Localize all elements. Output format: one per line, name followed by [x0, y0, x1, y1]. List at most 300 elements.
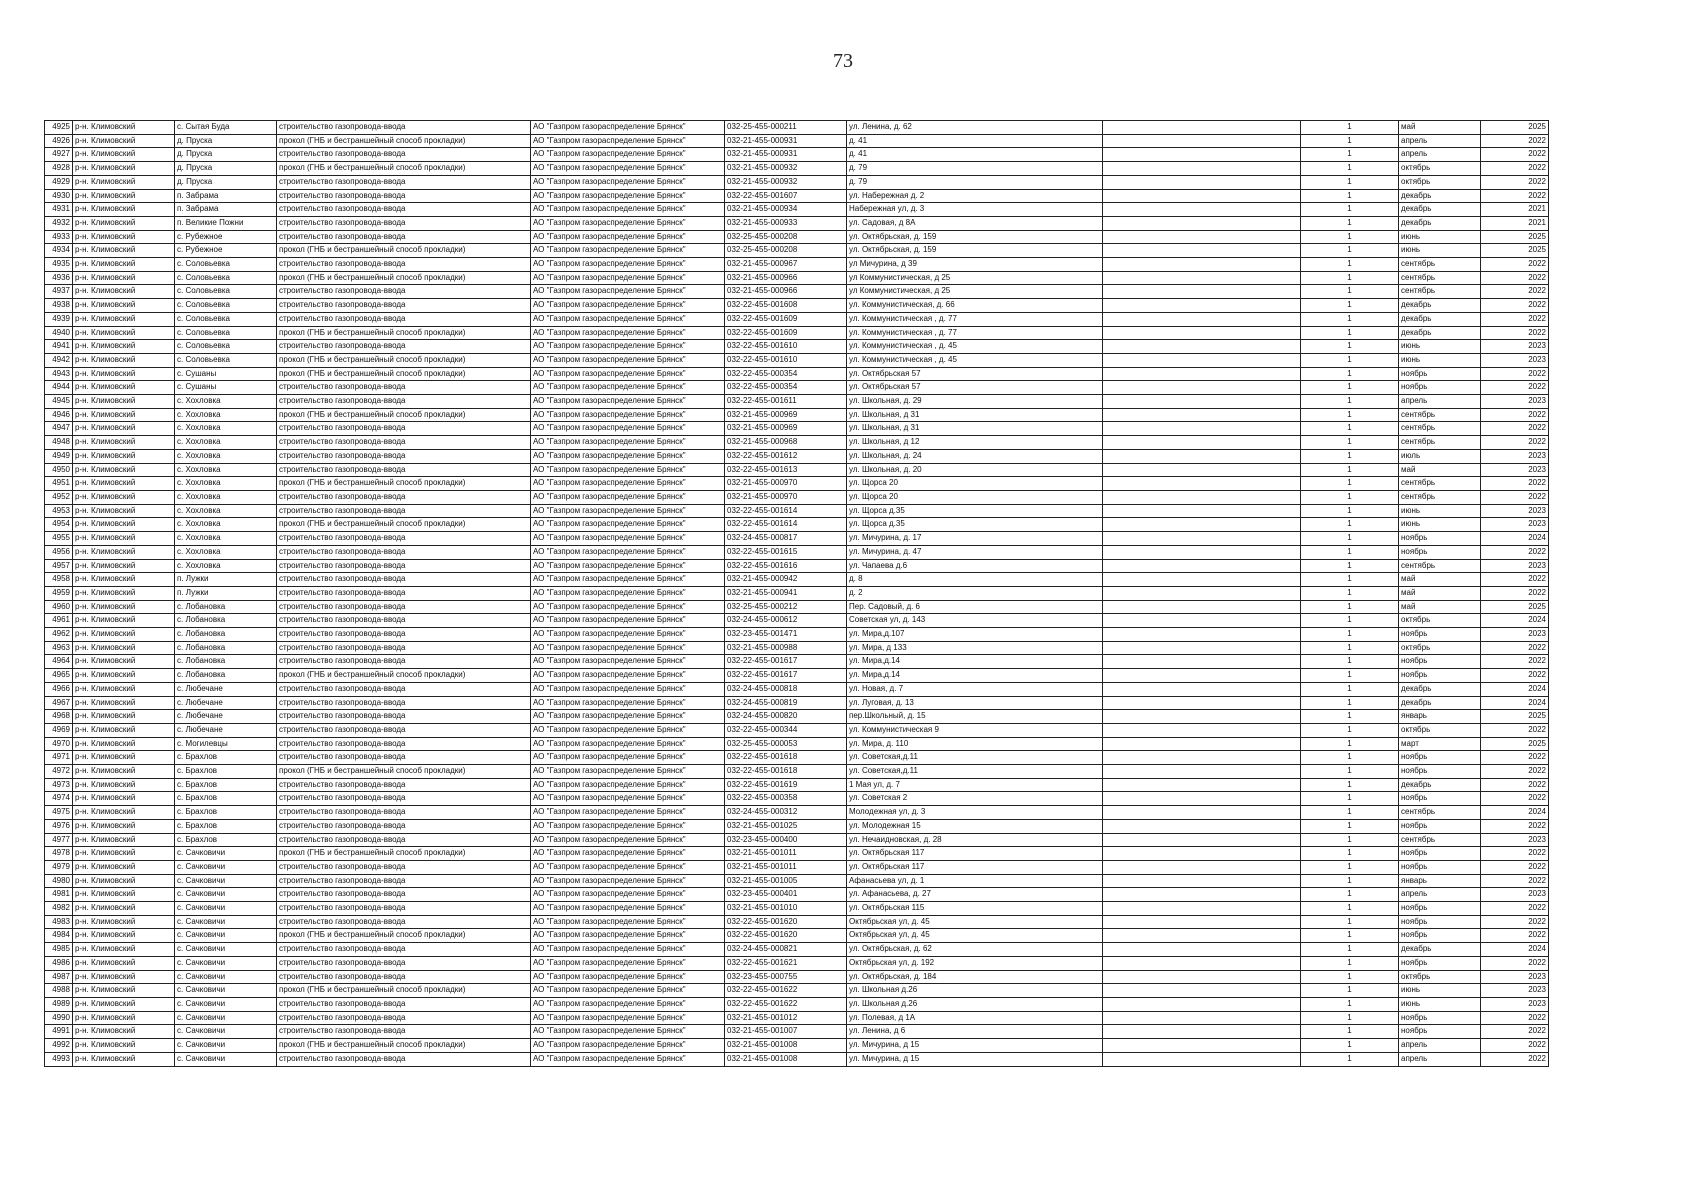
code-cell: 032-21-455-000933: [725, 216, 847, 230]
code-cell: 032-21-455-001005: [725, 874, 847, 888]
work-type-cell: строительство газопровода-ввода: [277, 860, 531, 874]
empty-cell: [1103, 121, 1301, 135]
month-cell: июнь: [1399, 984, 1481, 998]
district-cell: р-н. Климовский: [73, 833, 175, 847]
year-cell: 2023: [1481, 559, 1549, 573]
address-cell: ул Коммунистическая, д 25: [847, 271, 1103, 285]
code-cell: 032-21-455-000932: [725, 162, 847, 176]
work-type-cell: строительство газопровода-ввода: [277, 655, 531, 669]
address-cell: ул. Афанасьева, д. 27: [847, 888, 1103, 902]
month-cell: сентябрь: [1399, 436, 1481, 450]
empty-cell: [1103, 833, 1301, 847]
code-cell: 032-24-455-000612: [725, 614, 847, 628]
work-type-cell: строительство газопровода-ввода: [277, 696, 531, 710]
organization-cell: АО "Газпром газораспределение Брянск": [531, 230, 725, 244]
settlement-cell: с. Соловьевка: [175, 353, 277, 367]
code-cell: 032-23-455-000401: [725, 888, 847, 902]
code-cell: 032-22-455-001608: [725, 299, 847, 313]
row-number: 4929: [45, 175, 73, 189]
quantity-cell: 1: [1301, 819, 1399, 833]
organization-cell: АО "Газпром газораспределение Брянск": [531, 984, 725, 998]
settlement-cell: с. Сачковичи: [175, 902, 277, 916]
district-cell: р-н. Климовский: [73, 436, 175, 450]
table-row: [45, 806, 1549, 820]
code-cell: 032-24-455-000820: [725, 710, 847, 724]
month-cell: апрель: [1399, 1052, 1481, 1066]
quantity-cell: 1: [1301, 244, 1399, 258]
address-cell: ул. Октябрьская, д. 184: [847, 970, 1103, 984]
row-number: 4970: [45, 737, 73, 751]
organization-cell: АО "Газпром газораспределение Брянск": [531, 765, 725, 779]
empty-cell: [1103, 326, 1301, 340]
table-row: [45, 1052, 1549, 1066]
row-number: 4966: [45, 682, 73, 696]
table-row: [45, 258, 1549, 272]
organization-cell: АО "Газпром газораспределение Брянск": [531, 929, 725, 943]
month-cell: апрель: [1399, 395, 1481, 409]
registry-table: [44, 120, 1549, 1067]
quantity-cell: 1: [1301, 436, 1399, 450]
empty-cell: [1103, 244, 1301, 258]
settlement-cell: с. Рубежное: [175, 230, 277, 244]
table-row: [45, 902, 1549, 916]
year-cell: 2022: [1481, 641, 1549, 655]
empty-cell: [1103, 367, 1301, 381]
table-row: [45, 203, 1549, 217]
code-cell: 032-24-455-000821: [725, 943, 847, 957]
district-cell: р-н. Климовский: [73, 367, 175, 381]
row-number: 4969: [45, 723, 73, 737]
month-cell: апрель: [1399, 888, 1481, 902]
district-cell: р-н. Климовский: [73, 669, 175, 683]
settlement-cell: с. Хохловка: [175, 449, 277, 463]
district-cell: р-н. Климовский: [73, 449, 175, 463]
address-cell: ул. Мичурина, д. 17: [847, 532, 1103, 546]
month-cell: октябрь: [1399, 175, 1481, 189]
row-number: 4944: [45, 381, 73, 395]
organization-cell: АО "Газпром газораспределение Брянск": [531, 628, 725, 642]
address-cell: Молодежная ул, д. 3: [847, 806, 1103, 820]
quantity-cell: 1: [1301, 998, 1399, 1012]
address-cell: ул. Советская,д.11: [847, 765, 1103, 779]
work-type-cell: строительство газопровода-ввода: [277, 545, 531, 559]
table-row: [45, 874, 1549, 888]
address-cell: ул. Луговая, д. 13: [847, 696, 1103, 710]
row-number: 4972: [45, 765, 73, 779]
year-cell: 2023: [1481, 463, 1549, 477]
work-type-cell: строительство газопровода-ввода: [277, 504, 531, 518]
table-row: [45, 751, 1549, 765]
district-cell: р-н. Климовский: [73, 696, 175, 710]
row-number: 4957: [45, 559, 73, 573]
month-cell: июнь: [1399, 353, 1481, 367]
quantity-cell: 1: [1301, 422, 1399, 436]
code-cell: 032-22-455-001617: [725, 669, 847, 683]
organization-cell: АО "Газпром газораспределение Брянск": [531, 381, 725, 395]
code-cell: 032-24-455-000312: [725, 806, 847, 820]
organization-cell: АО "Газпром газораспределение Брянск": [531, 956, 725, 970]
work-type-cell: строительство газопровода-ввода: [277, 723, 531, 737]
month-cell: март: [1399, 737, 1481, 751]
empty-cell: [1103, 299, 1301, 313]
address-cell: ул. Ленина, д 6: [847, 1025, 1103, 1039]
quantity-cell: 1: [1301, 956, 1399, 970]
empty-cell: [1103, 189, 1301, 203]
year-cell: 2022: [1481, 792, 1549, 806]
code-cell: 032-22-455-001612: [725, 449, 847, 463]
table-row: [45, 847, 1549, 861]
month-cell: ноябрь: [1399, 860, 1481, 874]
address-cell: ул. Школьная, д 31: [847, 422, 1103, 436]
work-type-cell: строительство газопровода-ввода: [277, 888, 531, 902]
district-cell: р-н. Климовский: [73, 628, 175, 642]
address-cell: ул. Школьная, д. 20: [847, 463, 1103, 477]
work-type-cell: строительство газопровода-ввода: [277, 463, 531, 477]
code-cell: 032-21-455-001011: [725, 860, 847, 874]
address-cell: ул. Молодежная 15: [847, 819, 1103, 833]
organization-cell: АО "Газпром газораспределение Брянск": [531, 477, 725, 491]
quantity-cell: 1: [1301, 340, 1399, 354]
row-number: 4965: [45, 669, 73, 683]
organization-cell: АО "Газпром газораспределение Брянск": [531, 1052, 725, 1066]
district-cell: р-н. Климовский: [73, 806, 175, 820]
quantity-cell: 1: [1301, 175, 1399, 189]
organization-cell: АО "Газпром газораспределение Брянск": [531, 545, 725, 559]
table-row: [45, 984, 1549, 998]
month-cell: ноябрь: [1399, 1011, 1481, 1025]
settlement-cell: с. Сачковичи: [175, 860, 277, 874]
work-type-cell: строительство газопровода-ввода: [277, 121, 531, 135]
organization-cell: АО "Газпром газораспределение Брянск": [531, 408, 725, 422]
code-cell: 032-21-455-000931: [725, 148, 847, 162]
settlement-cell: с. Сачковичи: [175, 984, 277, 998]
code-cell: 032-25-455-000212: [725, 600, 847, 614]
code-cell: 032-24-455-000818: [725, 682, 847, 696]
table-row: [45, 696, 1549, 710]
settlement-cell: с. Сачковичи: [175, 1052, 277, 1066]
code-cell: 032-22-455-001621: [725, 956, 847, 970]
work-type-cell: строительство газопровода-ввода: [277, 751, 531, 765]
organization-cell: АО "Газпром газораспределение Брянск": [531, 600, 725, 614]
district-cell: р-н. Климовский: [73, 792, 175, 806]
month-cell: сентябрь: [1399, 833, 1481, 847]
month-cell: декабрь: [1399, 299, 1481, 313]
empty-cell: [1103, 573, 1301, 587]
row-number: 4979: [45, 860, 73, 874]
empty-cell: [1103, 175, 1301, 189]
work-type-cell: прокол (ГНБ и бестраншейный способ прокладки): [277, 326, 531, 340]
year-cell: 2022: [1481, 847, 1549, 861]
row-number: 4983: [45, 915, 73, 929]
organization-cell: АО "Газпром газораспределение Брянск": [531, 532, 725, 546]
district-cell: р-н. Климовский: [73, 518, 175, 532]
row-number: 4951: [45, 477, 73, 491]
month-cell: май: [1399, 463, 1481, 477]
table-row: [45, 778, 1549, 792]
district-cell: р-н. Климовский: [73, 956, 175, 970]
quantity-cell: 1: [1301, 915, 1399, 929]
address-cell: ул. Коммунистическая , д. 77: [847, 326, 1103, 340]
quantity-cell: 1: [1301, 943, 1399, 957]
month-cell: апрель: [1399, 148, 1481, 162]
address-cell: ул. Нечаидновская, д. 28: [847, 833, 1103, 847]
address-cell: д. 41: [847, 134, 1103, 148]
settlement-cell: с. Хохловка: [175, 395, 277, 409]
organization-cell: АО "Газпром газораспределение Брянск": [531, 682, 725, 696]
table-row: [45, 189, 1549, 203]
row-number: 4938: [45, 299, 73, 313]
organization-cell: АО "Газпром газораспределение Брянск": [531, 723, 725, 737]
table-row: [45, 504, 1549, 518]
table-row: [45, 998, 1549, 1012]
empty-cell: [1103, 353, 1301, 367]
page-number: 73: [833, 50, 853, 72]
row-number: 4935: [45, 258, 73, 272]
code-cell: 032-25-455-000208: [725, 230, 847, 244]
settlement-cell: с. Лобановка: [175, 655, 277, 669]
empty-cell: [1103, 943, 1301, 957]
quantity-cell: 1: [1301, 395, 1399, 409]
settlement-cell: с. Лобановка: [175, 628, 277, 642]
settlement-cell: с. Хохловка: [175, 408, 277, 422]
organization-cell: АО "Газпром газораспределение Брянск": [531, 134, 725, 148]
district-cell: р-н. Климовский: [73, 655, 175, 669]
year-cell: 2024: [1481, 943, 1549, 957]
code-cell: 032-22-455-001609: [725, 312, 847, 326]
organization-cell: АО "Газпром газораспределение Брянск": [531, 258, 725, 272]
organization-cell: АО "Газпром газораспределение Брянск": [531, 778, 725, 792]
code-cell: 032-21-455-000969: [725, 408, 847, 422]
work-type-cell: строительство газопровода-ввода: [277, 216, 531, 230]
district-cell: р-н. Климовский: [73, 175, 175, 189]
address-cell: ул. Октябрьская 115: [847, 902, 1103, 916]
table-row: [45, 216, 1549, 230]
district-cell: р-н. Климовский: [73, 1052, 175, 1066]
quantity-cell: 1: [1301, 518, 1399, 532]
row-number: 4984: [45, 929, 73, 943]
settlement-cell: с. Могилевцы: [175, 737, 277, 751]
settlement-cell: с. Брахлов: [175, 751, 277, 765]
year-cell: 2022: [1481, 422, 1549, 436]
table-row: [45, 956, 1549, 970]
organization-cell: АО "Газпром газораспределение Брянск": [531, 874, 725, 888]
row-number: 4952: [45, 490, 73, 504]
work-type-cell: прокол (ГНБ и бестраншейный способ прокладки): [277, 765, 531, 779]
table-row: [45, 367, 1549, 381]
year-cell: 2024: [1481, 614, 1549, 628]
year-cell: 2022: [1481, 408, 1549, 422]
district-cell: р-н. Климовский: [73, 573, 175, 587]
district-cell: р-н. Климовский: [73, 1039, 175, 1053]
address-cell: ул. Октябрьская 117: [847, 847, 1103, 861]
year-cell: 2022: [1481, 586, 1549, 600]
organization-cell: АО "Газпром газораспределение Брянск": [531, 312, 725, 326]
settlement-cell: с. Сачковичи: [175, 929, 277, 943]
table-row: [45, 312, 1549, 326]
row-number: 4926: [45, 134, 73, 148]
row-number: 4976: [45, 819, 73, 833]
address-cell: д. 41: [847, 148, 1103, 162]
address-cell: ул. Мичурина, д. 47: [847, 545, 1103, 559]
row-number: 4978: [45, 847, 73, 861]
work-type-cell: строительство газопровода-ввода: [277, 641, 531, 655]
settlement-cell: с. Сытая Буда: [175, 121, 277, 135]
code-cell: 032-21-455-000988: [725, 641, 847, 655]
organization-cell: АО "Газпром газораспределение Брянск": [531, 463, 725, 477]
table-row: [45, 353, 1549, 367]
year-cell: 2022: [1481, 765, 1549, 779]
address-cell: ул. Школьная д.26: [847, 998, 1103, 1012]
code-cell: 032-23-455-000755: [725, 970, 847, 984]
table-row: [45, 600, 1549, 614]
settlement-cell: с. Брахлов: [175, 806, 277, 820]
work-type-cell: строительство газопровода-ввода: [277, 573, 531, 587]
empty-cell: [1103, 888, 1301, 902]
row-number: 4942: [45, 353, 73, 367]
year-cell: 2022: [1481, 1011, 1549, 1025]
empty-cell: [1103, 847, 1301, 861]
district-cell: р-н. Климовский: [73, 929, 175, 943]
district-cell: р-н. Климовский: [73, 614, 175, 628]
settlement-cell: д. Пруска: [175, 134, 277, 148]
month-cell: июнь: [1399, 518, 1481, 532]
organization-cell: АО "Газпром газораспределение Брянск": [531, 847, 725, 861]
row-number: 4971: [45, 751, 73, 765]
table-row: [45, 614, 1549, 628]
row-number: 4974: [45, 792, 73, 806]
empty-cell: [1103, 422, 1301, 436]
work-type-cell: прокол (ГНБ и бестраншейный способ прокладки): [277, 244, 531, 258]
empty-cell: [1103, 449, 1301, 463]
work-type-cell: строительство газопровода-ввода: [277, 600, 531, 614]
year-cell: 2022: [1481, 477, 1549, 491]
quantity-cell: 1: [1301, 847, 1399, 861]
year-cell: 2022: [1481, 1025, 1549, 1039]
code-cell: 032-22-455-001613: [725, 463, 847, 477]
row-number: 4990: [45, 1011, 73, 1025]
code-cell: 032-22-455-001618: [725, 751, 847, 765]
work-type-cell: строительство газопровода-ввода: [277, 586, 531, 600]
empty-cell: [1103, 490, 1301, 504]
address-cell: пер.Школьный, д. 15: [847, 710, 1103, 724]
quantity-cell: 1: [1301, 134, 1399, 148]
organization-cell: АО "Газпром газораспределение Брянск": [531, 1011, 725, 1025]
settlement-cell: с. Хохловка: [175, 490, 277, 504]
settlement-cell: с. Хохловка: [175, 559, 277, 573]
month-cell: декабрь: [1399, 326, 1481, 340]
organization-cell: АО "Газпром газораспределение Брянск": [531, 669, 725, 683]
address-cell: ул. Щорса д.35: [847, 504, 1103, 518]
quantity-cell: 1: [1301, 792, 1399, 806]
work-type-cell: прокол (ГНБ и бестраншейный способ прокладки): [277, 367, 531, 381]
work-type-cell: строительство газопровода-ввода: [277, 682, 531, 696]
month-cell: декабрь: [1399, 778, 1481, 792]
address-cell: д. 79: [847, 175, 1103, 189]
empty-cell: [1103, 1011, 1301, 1025]
address-cell: д. 79: [847, 162, 1103, 176]
address-cell: ул. Новая, д. 7: [847, 682, 1103, 696]
settlement-cell: д. Пруска: [175, 148, 277, 162]
district-cell: р-н. Климовский: [73, 765, 175, 779]
address-cell: Октябрьская ул, д. 45: [847, 915, 1103, 929]
empty-cell: [1103, 641, 1301, 655]
year-cell: 2022: [1481, 436, 1549, 450]
organization-cell: АО "Газпром газораспределение Брянск": [531, 299, 725, 313]
empty-cell: [1103, 477, 1301, 491]
table-row: [45, 230, 1549, 244]
month-cell: ноябрь: [1399, 1025, 1481, 1039]
year-cell: 2023: [1481, 340, 1549, 354]
row-number: 4985: [45, 943, 73, 957]
organization-cell: АО "Газпром газораспределение Брянск": [531, 203, 725, 217]
quantity-cell: 1: [1301, 641, 1399, 655]
table-row: [45, 162, 1549, 176]
district-cell: р-н. Климовский: [73, 408, 175, 422]
table-row: [45, 463, 1549, 477]
code-cell: 032-22-455-001622: [725, 984, 847, 998]
code-cell: 032-21-455-001012: [725, 1011, 847, 1025]
quantity-cell: 1: [1301, 833, 1399, 847]
code-cell: 032-25-455-000053: [725, 737, 847, 751]
address-cell: ул. Октябрьская 57: [847, 367, 1103, 381]
year-cell: 2022: [1481, 655, 1549, 669]
table-row: [45, 573, 1549, 587]
empty-cell: [1103, 696, 1301, 710]
address-cell: Пер. Садовый, д. 6: [847, 600, 1103, 614]
settlement-cell: с. Брахлов: [175, 778, 277, 792]
settlement-cell: с. Соловьевка: [175, 312, 277, 326]
month-cell: декабрь: [1399, 312, 1481, 326]
settlement-cell: с. Лобановка: [175, 669, 277, 683]
empty-cell: [1103, 970, 1301, 984]
organization-cell: АО "Газпром газораспределение Брянск": [531, 353, 725, 367]
month-cell: октябрь: [1399, 970, 1481, 984]
year-cell: 2022: [1481, 189, 1549, 203]
settlement-cell: с. Сушаны: [175, 367, 277, 381]
year-cell: 2025: [1481, 600, 1549, 614]
year-cell: 2022: [1481, 367, 1549, 381]
table-row: [45, 1039, 1549, 1053]
quantity-cell: 1: [1301, 463, 1399, 477]
month-cell: июнь: [1399, 230, 1481, 244]
code-cell: 032-22-455-001609: [725, 326, 847, 340]
empty-cell: [1103, 532, 1301, 546]
month-cell: сентябрь: [1399, 271, 1481, 285]
empty-cell: [1103, 148, 1301, 162]
organization-cell: АО "Газпром газораспределение Брянск": [531, 806, 725, 820]
settlement-cell: с. Брахлов: [175, 792, 277, 806]
settlement-cell: с. Соловьевка: [175, 340, 277, 354]
district-cell: р-н. Климовский: [73, 778, 175, 792]
address-cell: ул. Щорса д.35: [847, 518, 1103, 532]
row-number: 4958: [45, 573, 73, 587]
quantity-cell: 1: [1301, 258, 1399, 272]
settlement-cell: с. Сачковичи: [175, 847, 277, 861]
code-cell: 032-21-455-000932: [725, 175, 847, 189]
empty-cell: [1103, 586, 1301, 600]
work-type-cell: строительство газопровода-ввода: [277, 628, 531, 642]
work-type-cell: строительство газопровода-ввода: [277, 998, 531, 1012]
settlement-cell: с. Сачковичи: [175, 1025, 277, 1039]
table-row: [45, 765, 1549, 779]
district-cell: р-н. Климовский: [73, 819, 175, 833]
district-cell: р-н. Климовский: [73, 641, 175, 655]
address-cell: ул. Ленина, д. 62: [847, 121, 1103, 135]
code-cell: 032-25-455-000211: [725, 121, 847, 135]
quantity-cell: 1: [1301, 669, 1399, 683]
quantity-cell: 1: [1301, 559, 1399, 573]
month-cell: июнь: [1399, 244, 1481, 258]
